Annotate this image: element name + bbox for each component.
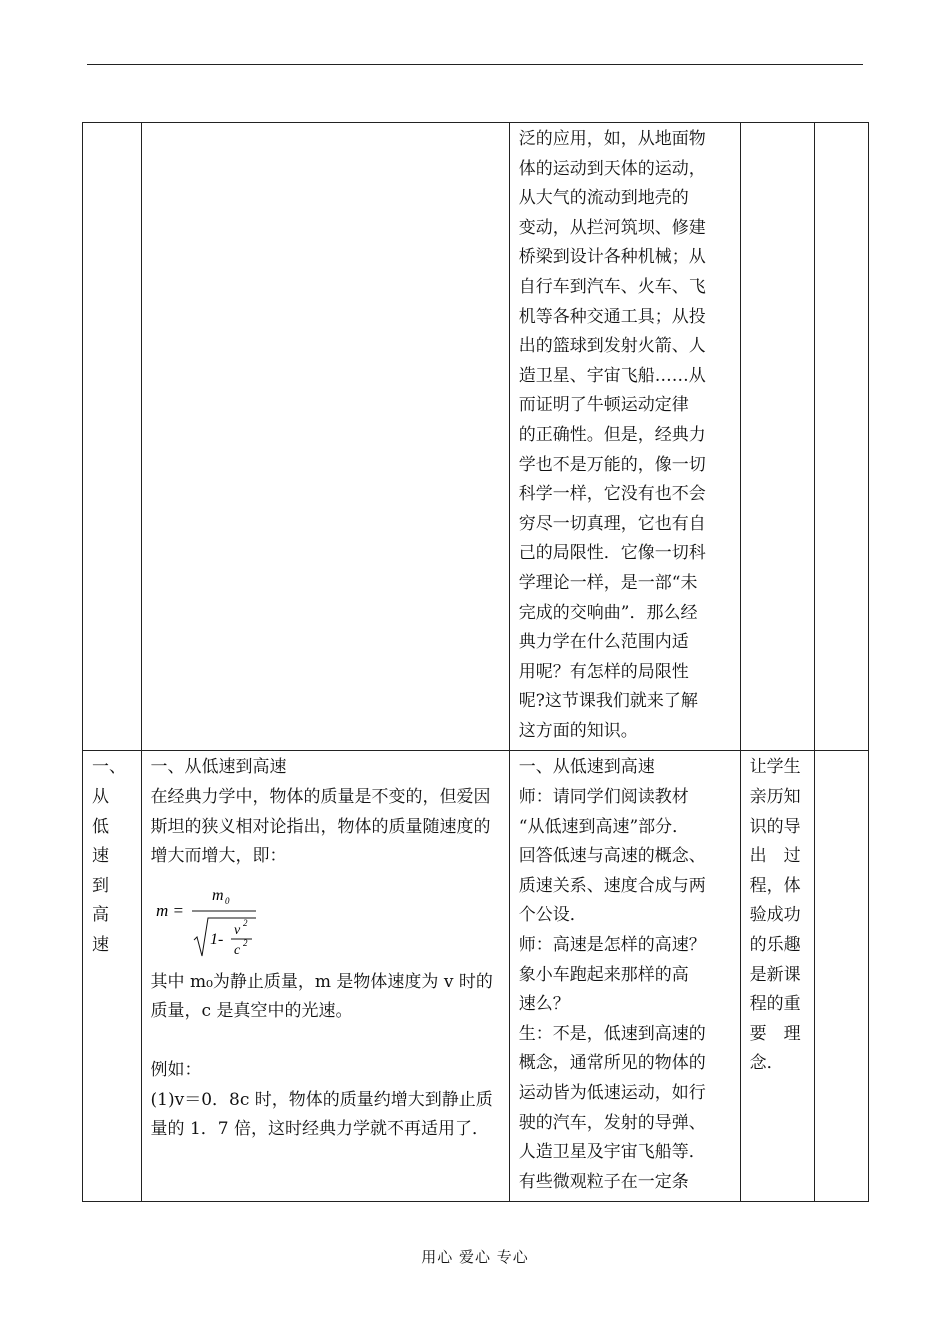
section-heading: 一、从低速到高速 <box>150 757 287 778</box>
text-line: 有些微观粒子在一定条 <box>518 1171 689 1192</box>
text-line: 亲历知 <box>749 787 801 808</box>
text-line: 人造卫星及宇宙飞船等． <box>518 1142 706 1163</box>
text-line: 驶的汽车，发射的导弹、 <box>518 1112 706 1133</box>
text-line: 从大气的流动到地壳的 <box>518 188 689 209</box>
text-line: 速 <box>92 935 109 956</box>
row2-activity-cell <box>509 751 740 1202</box>
table-row <box>83 123 869 751</box>
text-line: 学也不是万能的，像一切 <box>518 454 706 475</box>
formula-explanation: 其中 m₀为静止质量，m 是物体速度为 v 时的质量，c 是真空中的光速。 <box>150 971 493 1022</box>
text-line: 到 高 <box>92 875 126 926</box>
text-line: 识的导 <box>749 816 801 837</box>
text-line: 象小车跑起来那样的高 <box>518 964 689 985</box>
lesson-plan-table <box>82 122 869 1202</box>
text-line: 的乐趣 <box>749 935 801 956</box>
text-line: 低 速 <box>92 816 126 867</box>
text-line: 学理论一样，是一部“未 <box>518 572 698 593</box>
page-footer: 用心 爱心 专心 <box>421 1248 529 1266</box>
row1-intent-cell <box>740 123 814 751</box>
example-label: 例如： <box>150 1060 202 1081</box>
text-line: 自行车到汽车、火车、飞 <box>518 276 706 297</box>
text-line: 这方面的知识。 <box>518 720 638 741</box>
design-intent-text <box>750 753 806 1079</box>
text-line: 呢?这节课我们就来了解 <box>518 691 698 712</box>
row2-stage-cell <box>83 751 142 1202</box>
row2-activity-text <box>519 753 732 1197</box>
text-line: 变动，从拦河筑坝、修建 <box>518 217 706 238</box>
text-line: 验成功 <box>749 905 801 926</box>
text-line: 程，体 <box>749 875 801 896</box>
text-line: 泛的应用，如，从地面物 <box>518 129 706 149</box>
text-line: 机等各种交通工具；从投 <box>518 306 706 327</box>
text-line: 个公设． <box>518 905 587 926</box>
formula-lhs: m = <box>155 900 184 920</box>
text-line: 用呢？有怎样的局限性 <box>518 661 689 682</box>
text-line: 完成的交响曲”．那么经 <box>518 602 698 623</box>
row1-stage-cell <box>83 123 142 751</box>
text-line: “从低速到高速”部分． <box>518 816 690 837</box>
text-line: 出 过 <box>749 846 801 867</box>
text-line: 一、从低速到高速 <box>518 757 655 778</box>
text-line: 而证明了牛顿运动定律 <box>518 395 689 416</box>
row2-intent-cell <box>740 751 814 1202</box>
text-line: 体的运动到天体的运动， <box>518 158 706 179</box>
spacer <box>151 1027 501 1056</box>
text-line: 让学生 <box>749 757 801 778</box>
text-line: 造卫星、宇宙飞船……从 <box>518 365 706 386</box>
text-line: 师：高速是怎样的高速？ <box>518 935 706 956</box>
text-line: 己的局限性．它像一切科 <box>518 543 706 564</box>
text-line: 桥梁到设计各种机械；从 <box>518 247 706 268</box>
row2-content-cell <box>141 751 509 1202</box>
inner-denominator-exp: 2 <box>242 937 248 948</box>
text-line: 回答低速与高速的概念、 <box>518 846 706 867</box>
text-line: 念． <box>749 1053 784 1074</box>
example-1: (1)v＝0．8c 时，物体的质量约增大到静止质量的 1．7 倍，这时经典力学就不再适用了． <box>150 1089 493 1140</box>
text-line: 概念，通常所见的物体的 <box>518 1053 706 1074</box>
text-line: 师：请同学们阅读教材 <box>518 787 689 808</box>
formula-graphic <box>152 878 272 958</box>
mass-paragraph: 在经典力学中，物体的质量是不变的，但爱因斯坦的狭义相对论指出，物体的质量随速度的增大而增大，即： <box>150 787 491 867</box>
row1-activity-text <box>519 125 732 746</box>
relativistic-mass-formula <box>152 878 272 958</box>
row2-notes-cell <box>814 751 868 1202</box>
text-line: 出的篮球到发射火箭、人 <box>518 336 706 357</box>
inner-numerator: v <box>233 922 240 938</box>
header-rule <box>87 64 863 65</box>
text-line: 穷尽一切真理，它也有自 <box>518 513 706 534</box>
row1-content-cell <box>141 123 509 751</box>
stage-title <box>92 753 133 960</box>
text-line: 的正确性。但是，经典力 <box>518 424 706 445</box>
text-line: 程的重 <box>749 994 801 1015</box>
text-line: 速么？ <box>518 994 570 1015</box>
text-line: 科学一样，它没有也不会 <box>518 484 706 505</box>
text-line: 典力学在什么范围内适 <box>518 632 689 653</box>
text-line: 运动皆为低速运动，如行 <box>518 1083 706 1103</box>
inner-denominator: c <box>233 942 240 958</box>
radical-prefix: 1- <box>209 930 223 948</box>
row1-activity-cell <box>509 123 740 751</box>
inner-numerator-exp: 2 <box>242 917 248 928</box>
formula-numerator-sub: 0 <box>224 895 230 906</box>
text-line: 生：不是，低速到高速的 <box>518 1023 706 1044</box>
row1-notes-cell <box>814 123 868 751</box>
text-line: 质速关系、速度合成与两 <box>518 875 706 896</box>
table-row <box>83 751 869 1202</box>
text-line: 一、从 <box>92 757 126 808</box>
text-line: 是新课 <box>749 964 801 985</box>
formula-numerator: m <box>211 886 224 904</box>
text-line: 要 理 <box>749 1023 801 1044</box>
